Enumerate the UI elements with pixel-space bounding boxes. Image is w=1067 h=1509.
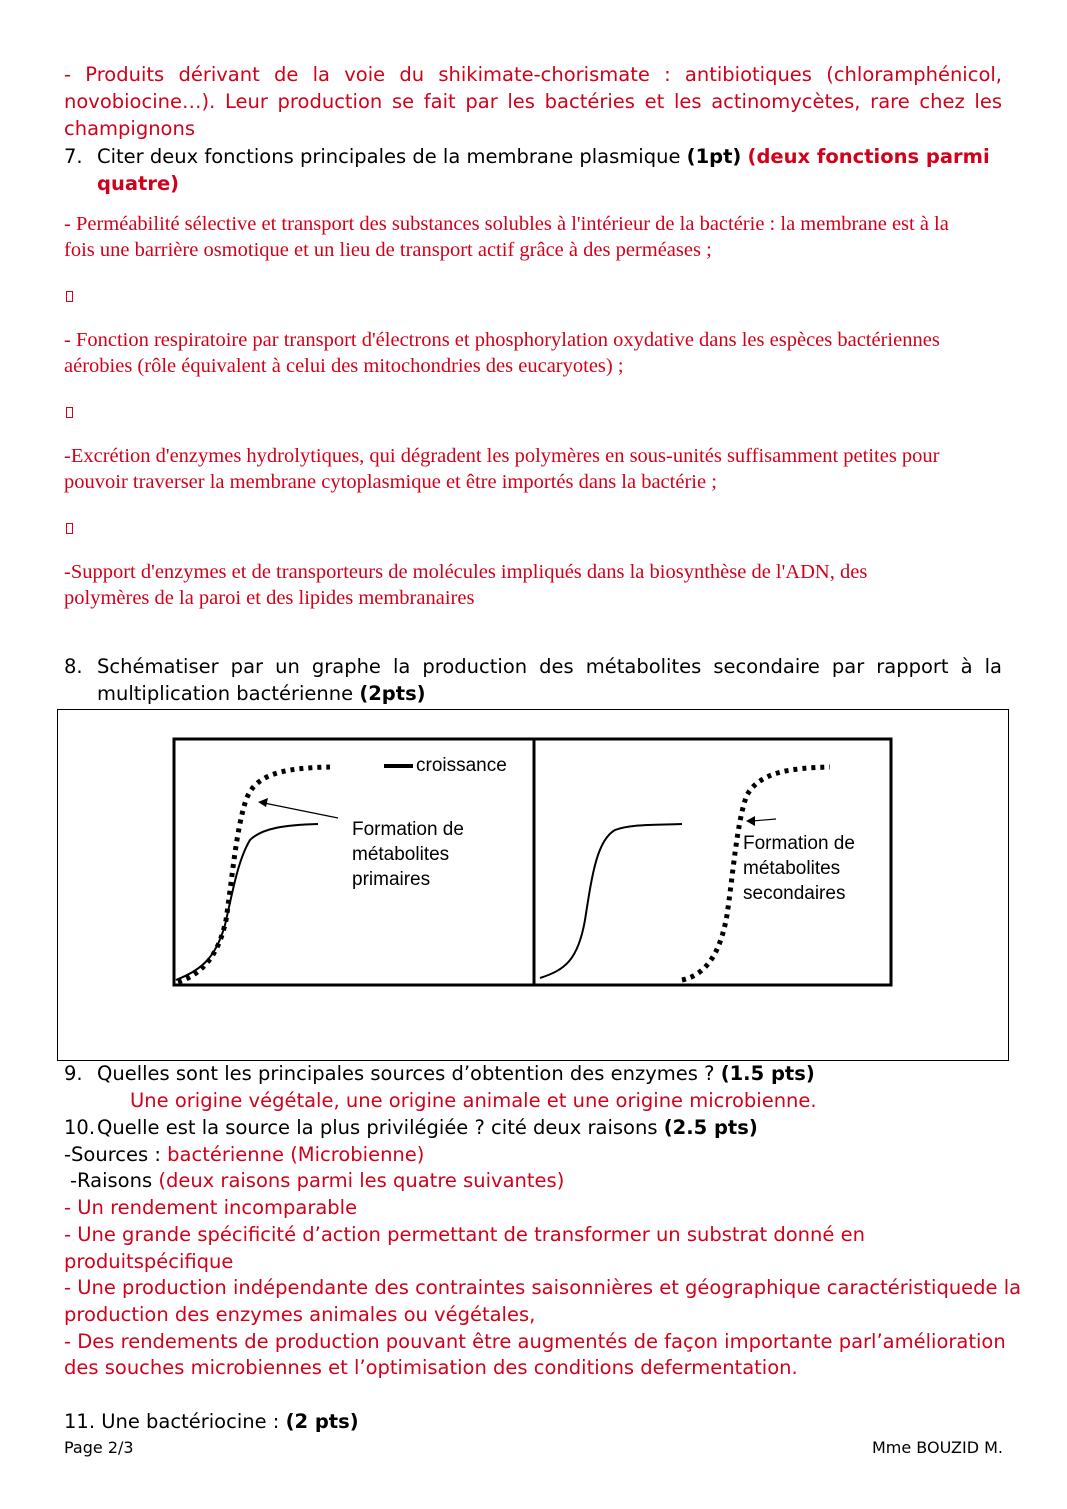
function-2-line-2: aérobies (rôle équivalent à celui des mitochondries des eucaryotes) ; (64, 355, 624, 377)
q8-points: (2pts) (359, 682, 426, 705)
function-1-line-2: fois une barrière osmotique et un lieu de transport actif grâce à des perméases ; (64, 239, 712, 261)
q11-line (64, 1410, 359, 1433)
intro-line-2: novobiocine…). Leur production se fait par les bactéries et les actinomycètes, rare chez les (64, 90, 1002, 113)
reason-line-4: - Une production indépendante des contraintes saisonnières et géographique caractéristiquede la (64, 1276, 1022, 1299)
sources-line (64, 1143, 424, 1166)
q10-points: (2.5 pts) (663, 1116, 758, 1139)
left-annotation-line-3: primaires (352, 869, 431, 890)
left-annotation (352, 817, 464, 892)
left-primary-curve (178, 767, 330, 982)
q11-points: (2 pts) (285, 1410, 359, 1433)
q8-number: 8. (64, 655, 83, 678)
q10-line (97, 1116, 758, 1139)
left-growth-curve (176, 824, 318, 980)
reason-line-5: production des enzymes animales ou végétales, (64, 1303, 536, 1326)
author: Mme BOUZID M. (871, 1438, 1003, 1457)
q9-answer: Une origine végétale, une origine animale et une origine microbienne. (130, 1089, 817, 1112)
reason-line-7: des souches microbiennes et l’optimisation des conditions defermentation. (64, 1356, 798, 1379)
q11-text: Une bactériocine : (101, 1410, 280, 1433)
function-3-line-1: -Excrétion d'enzymes hydrolytiques, qui dégradent les polymères en sous-unités suffisamment petites pour (64, 445, 940, 467)
page-number: Page 2/3 (64, 1438, 134, 1457)
left-arrow (264, 803, 338, 818)
reason-line-1: - Un rendement incomparable (64, 1196, 358, 1219)
reason-line-6: - Des rendements de production pouvant être augmentés de façon importante parl’amélioration (64, 1330, 1006, 1353)
q8-text: multiplication bactérienne (97, 682, 354, 705)
q9-points: (1.5 pts) (720, 1062, 815, 1085)
intro-line-3: champignons (64, 117, 196, 140)
right-arrow-head (746, 816, 755, 826)
function-4-line-2: polymères de la paroi et des lipides membranaires (64, 587, 475, 609)
intro-line-1: - Produits dérivant de la voie du shikimate-chorismate : antibiotiques (chloramphénicol, (64, 63, 1002, 86)
reason-line-3: produitspécifique (64, 1250, 234, 1273)
q7-points: (1pt) (686, 145, 742, 168)
raisons-label: -Raisons (70, 1169, 153, 1192)
function-4-line-1: -Support d'enzymes et de transporteurs de molécules impliqués dans la biosynthèse de l'ADN, des (64, 561, 868, 583)
right-annotation-line-3: secondaires (743, 883, 846, 904)
q7-note: (deux fonctions parmi (747, 145, 990, 168)
left-annotation-line-1: Formation de (352, 819, 464, 840)
q9-number: 9. (64, 1062, 83, 1085)
right-annotation (743, 831, 855, 906)
raisons-note: (deux raisons parmi les quatre suivantes) (158, 1169, 565, 1192)
left-arrow-head (258, 798, 268, 807)
function-2-line-1: - Fonction respiratoire par transport d'électrons et phosphorylation oxydative dans les espèces bactériennes (64, 329, 940, 351)
right-annotation-line-1: Formation de (743, 833, 855, 854)
reason-line-2: - Une grande spécificité d’action permettant de transformer un substrat donné en (64, 1223, 865, 1246)
raisons-line (70, 1169, 564, 1192)
q7-number: 7. (64, 145, 83, 168)
sources-label: -Sources : (64, 1143, 161, 1166)
right-annotation-line-2: métabolites (743, 858, 841, 879)
sources-value: bactérienne (Microbienne) (167, 1143, 425, 1166)
right-growth-curve (540, 824, 682, 978)
q11-number: 11. (64, 1410, 96, 1433)
legend-label: croissance (416, 755, 507, 776)
right-arrow (752, 819, 776, 821)
q9-text: Quelles sont les principales sources d’obtention des enzymes ? (97, 1062, 715, 1085)
q7-note-cont: quatre) (97, 172, 180, 195)
q9-line (97, 1062, 815, 1085)
function-1-line-1: - Perméabilité sélective et transport des substances solubles à l'intérieur de la bactérie : la membrane est à la (64, 213, 949, 235)
left-annotation-line-2: métabolites (352, 844, 450, 865)
q7-text: Citer deux fonctions principales de la membrane plasmique (97, 145, 681, 168)
function-3-line-2: pouvoir traverser la membrane cytoplasmique et être importés dans la bactérie ; (64, 471, 717, 493)
q10-text: Quelle est la source la plus privilégiée ? cité deux raisons (97, 1116, 658, 1139)
q8-line-1: Schématiser par un graphe la production des métabolites secondaire par rapport à la (97, 655, 1002, 678)
q10-number: 10. (64, 1116, 96, 1139)
